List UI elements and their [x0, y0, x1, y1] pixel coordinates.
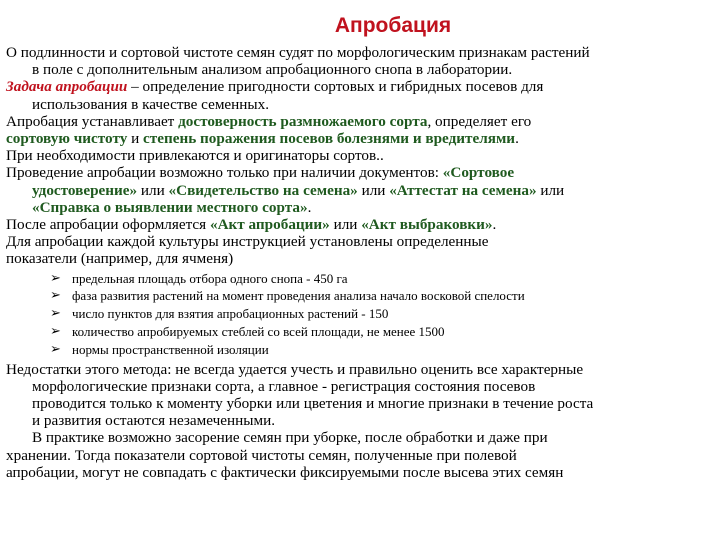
arrow-bullet-icon: ➢ — [50, 306, 61, 322]
paragraph-acts — [6, 216, 710, 233]
paragraph-text: и — [127, 130, 144, 148]
paragraph-line: Недостатки этого метода: не всегда удается учесть и правильно оценить все характерные — [6, 360, 584, 378]
paragraph-text: Проведение апробации возможно только при наличии документов: — [6, 164, 443, 182]
list-item-text: количество апробируемых стеблей со всей площади, не менее 1500 — [72, 324, 445, 340]
paragraph-line: В практике возможно засорение семян при уборке, после обработки и даже при — [32, 429, 548, 447]
doc-variety-certificate-end: удостоверение» — [32, 181, 138, 199]
list-item — [50, 323, 710, 341]
paragraph-line: хранении. Тогда показатели сортовой чистоты семян, полученные при полевой — [6, 446, 517, 464]
act-culling: «Акт выбраковки» — [361, 216, 493, 234]
paragraph-drawbacks — [6, 361, 710, 481]
paragraph-line: показатели (например, для ячменя) — [6, 250, 234, 268]
paragraph-text: Апробация устанавливает — [6, 112, 179, 130]
paragraph-text: – определение пригодности сортовых и гибридных посевов для — [127, 78, 544, 96]
doc-seed-attestation: «Аттестат на семена» — [389, 181, 537, 199]
arrow-bullet-icon: ➢ — [50, 341, 61, 357]
act-approbation: «Акт апробации» — [209, 216, 330, 234]
paragraph-text: . — [307, 198, 312, 216]
paragraph-indicators — [6, 233, 710, 267]
paragraph-text: или — [137, 181, 169, 199]
list-item-text: предельная площадь отбора одного снопа - 450 га — [72, 270, 348, 286]
paragraph-text: . — [515, 130, 519, 148]
paragraph-text: После апробации оформляется — [6, 216, 210, 234]
list-item — [50, 305, 710, 323]
paragraph-line: использования в качестве семенных. — [32, 95, 270, 113]
emphasis-disease: степень поражения посевов болезнями и вредителями — [143, 130, 516, 148]
paragraph-text: или — [536, 181, 565, 199]
paragraph-task — [6, 78, 710, 112]
arrow-bullet-icon: ➢ — [50, 324, 61, 340]
slide-title: Апробация — [334, 14, 452, 37]
paragraph-text: или — [357, 181, 390, 199]
paragraph-line: О подлинности и сортовой чистоте семян судят по морфологическим признакам растений — [6, 44, 590, 61]
doc-seed-certificate: «Свидетельство на семена» — [168, 181, 358, 199]
paragraph-line: в поле с дополнительным анализом апробационного снопа в лаборатории. — [32, 61, 513, 79]
paragraph-line — [6, 182, 710, 199]
doc-variety-certificate: «Сортовое — [442, 164, 515, 182]
paragraph-text: . — [492, 216, 497, 234]
doc-local-variety-note: «Справка о выявлении местного сорта» — [32, 198, 308, 216]
list-item — [50, 287, 710, 305]
emphasis-authenticity: достоверность размножаемого сорта — [178, 112, 428, 130]
list-item — [50, 270, 710, 288]
list-item — [50, 341, 710, 359]
paragraph-line: Для апробации каждой культуры инструкцией установлены определенные — [6, 233, 489, 251]
paragraph-line — [6, 199, 710, 216]
paragraph-text: , определяет его — [427, 112, 532, 130]
paragraph-line: апробации, могут не совпадать с фактически фиксируемыми после высева этих семян — [6, 463, 564, 481]
paragraph-documents — [6, 164, 710, 216]
list-item-text: нормы пространственной изоляции — [72, 341, 269, 357]
paragraph-text: или — [329, 216, 362, 234]
paragraph-originators: При необходимости привлекаются и оригинаторы сортов.. — [6, 147, 384, 165]
paragraph-line: морфологические признаки сорта, а главное - регистрация состояния посевов — [32, 377, 536, 395]
list-item-text: фаза развития растений на момент проведения анализа начало восковой спелости — [72, 288, 525, 304]
paragraph-line: проводится только к моменту уборки или цветения и многие признаки в течение роста — [32, 395, 594, 413]
indicator-list — [6, 270, 710, 359]
emphasis-purity: сортовую чистоту — [6, 130, 128, 148]
term-task: Задача апробации — [6, 78, 128, 96]
paragraph-authenticity — [6, 44, 710, 78]
arrow-bullet-icon: ➢ — [50, 270, 61, 286]
paragraph-establishes — [6, 113, 710, 147]
list-item-text: число пунктов для взятия апробационных растений - 150 — [72, 306, 389, 322]
paragraph-line: и развития остаются незамеченными. — [32, 412, 276, 430]
arrow-bullet-icon: ➢ — [50, 288, 61, 304]
